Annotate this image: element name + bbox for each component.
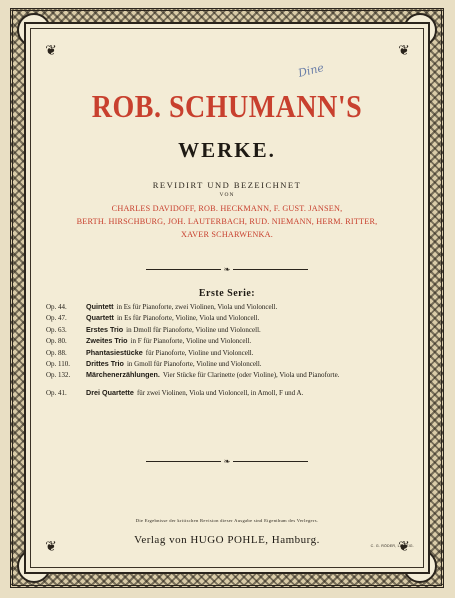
opus-number: Op. 41. bbox=[46, 388, 67, 397]
corner-ornament-icon: ❦ bbox=[45, 43, 57, 59]
work-title: Quintett bbox=[86, 302, 114, 311]
editors-line: XAVER SCHARWENKA. bbox=[181, 230, 273, 239]
work-title: Quartett bbox=[86, 313, 114, 323]
work-description: für Pianoforte, Violine und Violoncell. bbox=[145, 348, 254, 357]
work-description: in Es für Pianoforte, zwei Violinen, Viola und Violoncell. bbox=[116, 303, 278, 311]
work-title: Erstes Trio bbox=[86, 324, 124, 334]
work-description: Vier Stücke für Clarinette (oder Violine), Viola und Pianoforte. bbox=[162, 371, 340, 380]
opus-number: Op. 132. bbox=[46, 371, 71, 380]
editors-list bbox=[36, 202, 418, 241]
list-item bbox=[46, 388, 416, 399]
divider bbox=[146, 266, 308, 274]
work-title: Phantasiestücke bbox=[86, 347, 143, 357]
page-content bbox=[36, 34, 418, 564]
list-item bbox=[46, 348, 416, 359]
scroll-ornament-icon: ❧ bbox=[221, 458, 234, 466]
von-label: VON bbox=[219, 192, 235, 198]
revision-note: REVIDIRT UND BEZEICHNET bbox=[152, 180, 302, 190]
list-item bbox=[46, 325, 416, 336]
opus-number: Op. 110. bbox=[46, 359, 71, 368]
work-title: Drittes Trio bbox=[86, 358, 124, 368]
page-title: ROB. SCHUMANN'S bbox=[91, 89, 363, 126]
work-description: in Es für Pianoforte, Violine, Viola und Violoncell. bbox=[116, 314, 260, 323]
list-item bbox=[46, 359, 416, 370]
list-item bbox=[46, 336, 416, 347]
handwritten-signature: Dine bbox=[296, 61, 326, 80]
opus-number: Op. 80. bbox=[46, 337, 67, 346]
work-description: für zwei Violinen, Viola und Violoncell, in Amoll, F und A. bbox=[136, 388, 304, 397]
corner-ornament-icon: ❦ bbox=[398, 539, 410, 555]
work-title: Märchenerzählungen. bbox=[86, 370, 160, 380]
work-title: Zweites Trio bbox=[86, 336, 128, 346]
scroll-ornament-icon: ❧ bbox=[221, 266, 234, 274]
work-description: in Dmoll für Pianoforte, Violine und Violoncell. bbox=[126, 325, 261, 334]
printer-mark: C. G. RÖDER, LEIPZIG. bbox=[370, 544, 414, 548]
page-subtitle: WERKE. bbox=[178, 138, 276, 162]
works-list bbox=[46, 302, 416, 399]
corner-ornament-icon: ❦ bbox=[45, 539, 57, 555]
opus-number: Op. 88. bbox=[46, 348, 67, 357]
corner-ornament-icon: ❦ bbox=[398, 43, 410, 59]
opus-number: Op. 63. bbox=[46, 325, 67, 334]
work-title: Drei Quartette bbox=[86, 387, 134, 397]
list-item bbox=[46, 313, 416, 324]
divider bbox=[146, 458, 308, 466]
series-heading: Erste Serie: bbox=[198, 288, 256, 299]
opus-number: Op. 44. bbox=[46, 303, 67, 311]
work-description: in Gmoll für Pianoforte, Violine und Violoncell. bbox=[126, 359, 262, 368]
work-description: in F für Pianoforte, Violine und Violoncell. bbox=[130, 337, 252, 346]
editors-line: BERTH. HIRSCHBURG, JOH. LAUTERBACH, RUD. NIEMANN, HERM. RITTER, bbox=[76, 217, 378, 226]
editors-line: CHARLES DAVIDOFF, ROB. HECKMANN, F. GUST. JANSEN, bbox=[111, 204, 343, 213]
publisher-line: Verlag von HUGO POHLE, Hamburg. bbox=[134, 534, 320, 546]
opus-number: Op. 47. bbox=[46, 314, 67, 323]
list-item bbox=[46, 302, 416, 313]
copyright-note: Die Ergebnisse der kritischen Revision dieser Ausgabe sind Eigenthum des Verlegers. bbox=[135, 518, 319, 523]
list-item bbox=[46, 370, 416, 381]
